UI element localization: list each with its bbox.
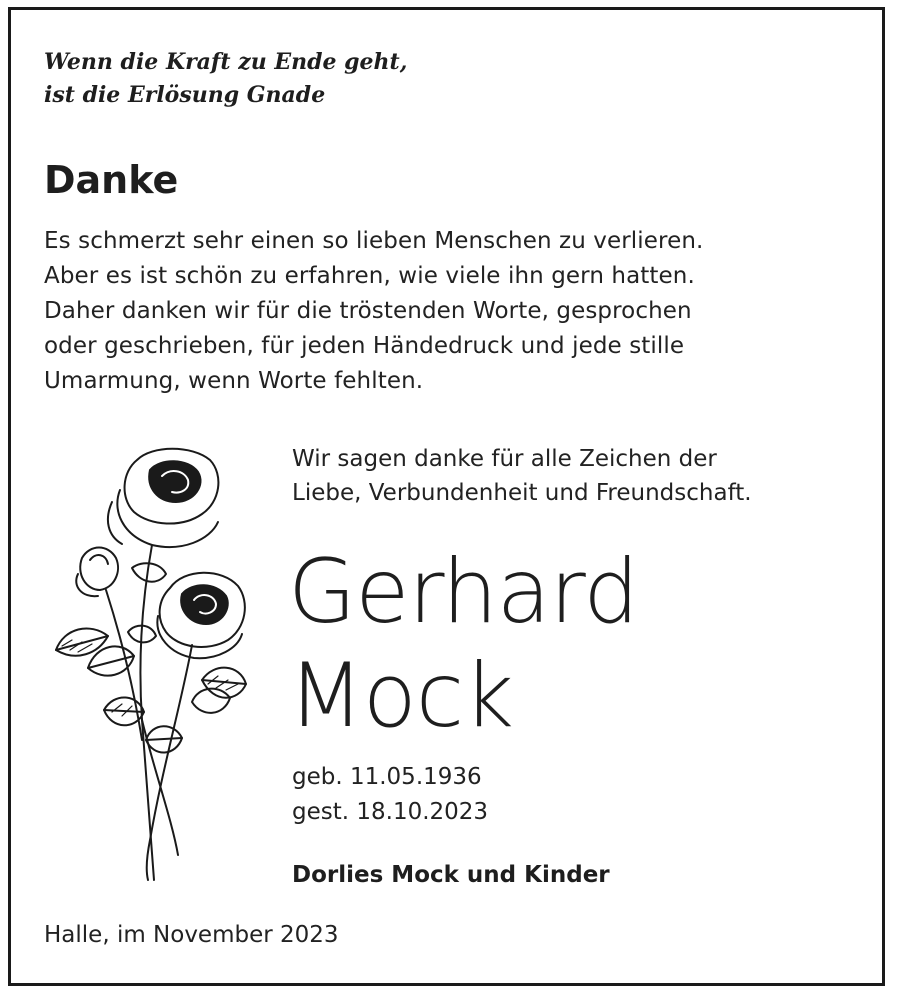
body-line: oder geschrieben, für jeden Händedruck und jede stille: [44, 333, 685, 359]
heading-danke: Danke: [44, 158, 179, 202]
body-line: Umarmung, wenn Worte fehlten.: [44, 368, 424, 394]
thanks-line-1: Wir sagen danke für alle Zeichen der: [292, 446, 717, 472]
motto-quote: [44, 46, 407, 112]
death-date: gest. 18.10.2023: [292, 799, 489, 825]
deceased-name: [288, 540, 638, 748]
rose-bouquet-icon: [42, 440, 252, 890]
thank-you-text: [44, 224, 703, 399]
family-signature: Dorlies Mock und Kinder: [292, 862, 610, 888]
motto-line-1: Wenn die Kraft zu Ende geht,: [44, 49, 408, 75]
first-name: Gerhard: [288, 540, 639, 643]
body-line: Aber es ist schön zu erfahren, wie viele ihn gern hatten.: [44, 263, 695, 289]
body-line: Daher danken wir für die tröstenden Worte, gesprochen: [44, 298, 692, 324]
life-dates: [292, 760, 488, 830]
motto-line-2: ist die Erlösung Gnade: [44, 82, 326, 108]
thanks-message: [292, 442, 752, 510]
body-line: Es schmerzt sehr einen so lieben Menschen zu verlieren.: [44, 228, 704, 254]
birth-date: geb. 11.05.1936: [292, 764, 482, 790]
thanks-line-2: Liebe, Verbundenheit und Freundschaft.: [292, 480, 752, 506]
last-name: Mock: [288, 644, 514, 747]
place-and-date: Halle, im November 2023: [44, 922, 339, 948]
